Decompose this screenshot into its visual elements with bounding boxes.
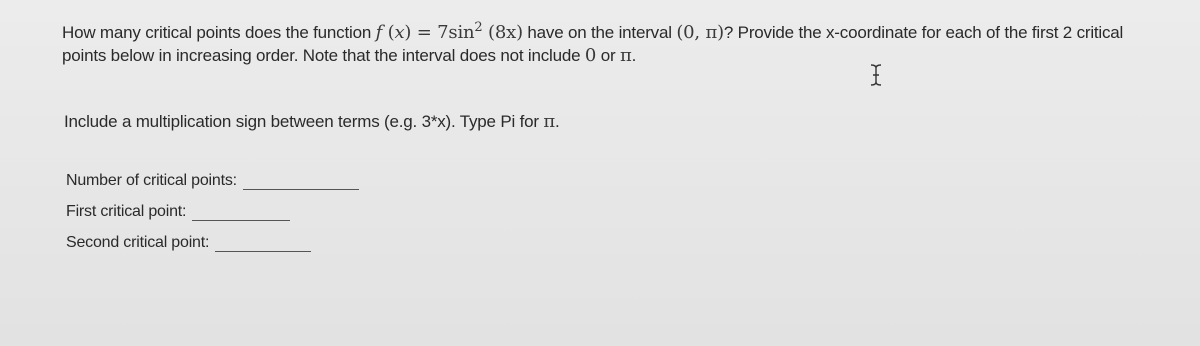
interval-text: have on the interval <box>522 23 677 42</box>
question-line-2 <box>62 45 1192 66</box>
question-line-1 <box>62 22 1192 45</box>
zero-value: 0 <box>584 45 597 66</box>
or-word: or <box>596 46 620 65</box>
question-prefix: How many critical points does the function <box>62 23 376 42</box>
text-cursor-icon <box>868 63 884 87</box>
function-name: f <box>375 22 383 43</box>
function-exponent: 2 <box>474 20 483 35</box>
count-input[interactable] <box>243 171 359 190</box>
hint-period: . <box>554 112 560 131</box>
first-point-row <box>66 202 290 221</box>
first-point-input[interactable] <box>192 202 290 221</box>
count-row <box>66 171 359 190</box>
first-point-label: First critical point: <box>66 203 187 220</box>
second-point-label: Second critical point: <box>66 234 210 251</box>
question-text <box>62 22 1192 66</box>
pi-value: π <box>619 45 632 66</box>
hint-pi: π <box>543 111 555 132</box>
second-point-input[interactable] <box>215 233 311 252</box>
second-point-row <box>66 233 311 252</box>
instruction-hint <box>64 111 560 132</box>
question-line2-text: points below in increasing order. Note that the interval does not include <box>62 46 585 65</box>
function-expression: f $(x) = 7\sin^2$ (8x) <box>375 20 523 43</box>
count-label: Number of critical points: <box>66 172 237 189</box>
question-suffix: ? Provide the x-coordinate for each of the first 2 critical <box>723 23 1124 42</box>
line2-period: . <box>631 46 637 65</box>
hint-text: Include a multiplication sign between terms (e.g. 3*x). Type Pi for <box>64 112 544 131</box>
interval-value: (0, π) <box>676 22 724 43</box>
function-equals: = 7sin <box>411 22 475 43</box>
function-argument: 8x <box>494 22 517 43</box>
function-variable: x <box>394 22 405 43</box>
